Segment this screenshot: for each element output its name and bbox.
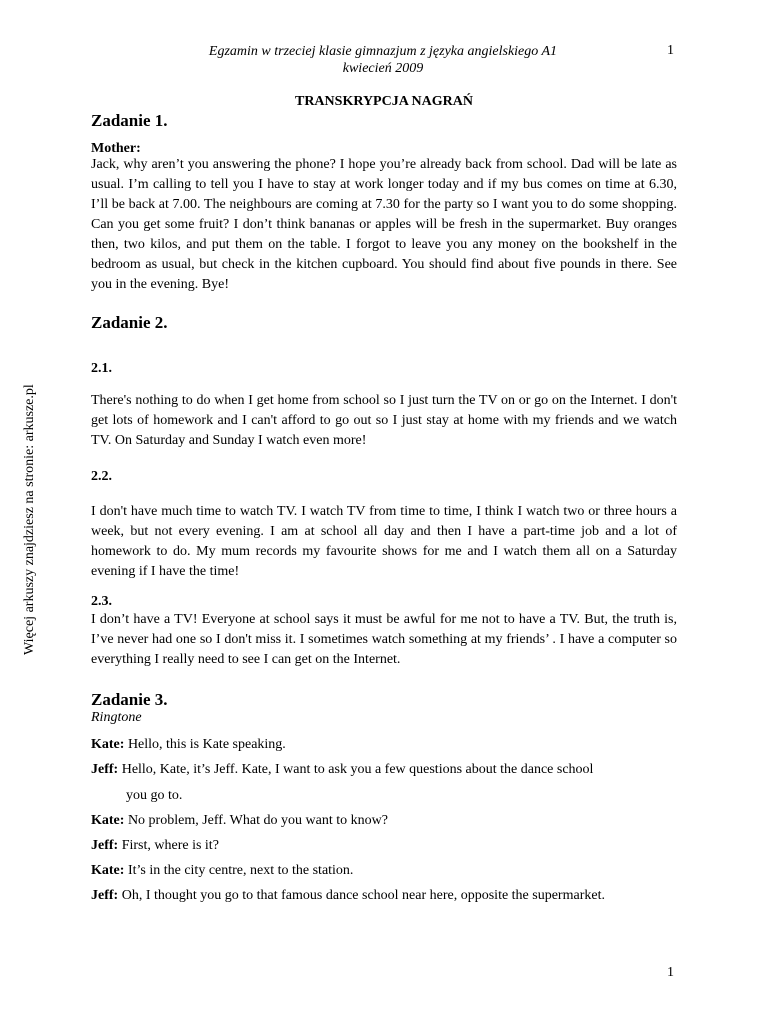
page-number-bottom: 1 <box>667 965 674 980</box>
task3-note: Ringtone <box>91 710 142 725</box>
task2-heading: Zadanie 2. <box>91 313 168 332</box>
dialogue-text: Hello, Kate, it’s Jeff. Kate, I want to ask you a few questions about the dance school <box>118 762 594 777</box>
dialogue-line <box>91 888 677 904</box>
dialogue-line <box>91 788 712 804</box>
document-title: TRANSKRYPCJA NAGRAŃ <box>294 94 473 109</box>
task1-speaker: Mother: <box>91 141 141 156</box>
task2-item1-label: 2.1. <box>91 361 112 376</box>
dialogue-text: Hello, this is Kate speaking. <box>124 737 286 752</box>
task2-item2-text: I don't have much time to watch TV. I watch TV from time to time, I think I watch two or three hours a week, but not every evening. I am at school all day and then I have a part-time job and a lot of homework to do. My mum records my favourite shows for me and I watch them all on a Saturday evening if I have the time! <box>91 504 677 579</box>
dialogue-text: you go to. <box>126 788 183 803</box>
dialogue-text: First, where is it? <box>118 838 219 853</box>
dialogue-text: No problem, Jeff. What do you want to know? <box>124 813 388 828</box>
dialogue-line <box>91 863 677 879</box>
dialogue-line <box>91 737 677 753</box>
dialogue-speaker: Jeff: <box>91 888 119 903</box>
dialogue-line <box>91 838 677 854</box>
page-header <box>90 43 676 77</box>
dialogue-text: It’s in the city centre, next to the station. <box>124 863 354 878</box>
header-exam-title: Egzamin w trzeciej klasie gimnazjum z języka angielskiego A1 <box>208 44 558 59</box>
task3-heading: Zadanie 3. <box>91 690 168 709</box>
task2-item3-label: 2.3. <box>91 594 112 609</box>
dialogue-speaker: Kate: <box>91 737 125 752</box>
page-number-top: 1 <box>667 43 674 58</box>
dialogue-speaker: Kate: <box>91 813 125 828</box>
dialogue-line <box>91 813 677 829</box>
side-watermark-text: Więcej arkuszy znajdziesz na stronie: arkusze.pl <box>22 384 37 655</box>
dialogue-speaker: Jeff: <box>91 762 119 777</box>
dialogue-speaker: Kate: <box>91 863 125 878</box>
dialogue-text: Oh, I thought you go to that famous dance school near here, opposite the supermarket. <box>118 888 605 903</box>
task1-heading: Zadanie 1. <box>91 111 168 130</box>
task2-item1-text: There's nothing to do when I get home from school so I just turn the TV on or go on the Internet. I don't get lots of homework and I can't afford to go out so I just stay at home with my friends and we watch TV. On Saturday and Sunday I watch even more! <box>91 393 677 448</box>
task2-item2-label: 2.2. <box>91 469 112 484</box>
dialogue-speaker: Jeff: <box>91 838 119 853</box>
dialogue-line <box>91 762 677 778</box>
task1-paragraph: Jack, why aren’t you answering the phone? I hope you’re already back from school. Dad will be late as usual. I’m calling to tell you I have to stay at work longer today and if my bus comes on time at 6.30, I’ll be back at 7.00. The neighbours are coming at 7.30 for the party so I want you to do some shopping. Can you get some fruit? I don’t think bananas or apples will be fresh in the supermarket. Buy oranges then, two kilos, and put them on the table. I forgot to leave you any money on the bookshelf in the bedroom as usual, but check in the kitchen cupboard. You should find about five pounds in there. See you in the evening. Bye! <box>91 157 677 292</box>
task2-item3-text: I don’t have a TV! Everyone at school says it must be awful for me not to have a TV. But, the truth is, I’ve never had one so I don't miss it. I sometimes watch something at my friends’ . I have a computer so everything I really need to see I can get on the Internet. <box>91 612 677 667</box>
header-date: kwiecień 2009 <box>342 61 424 76</box>
